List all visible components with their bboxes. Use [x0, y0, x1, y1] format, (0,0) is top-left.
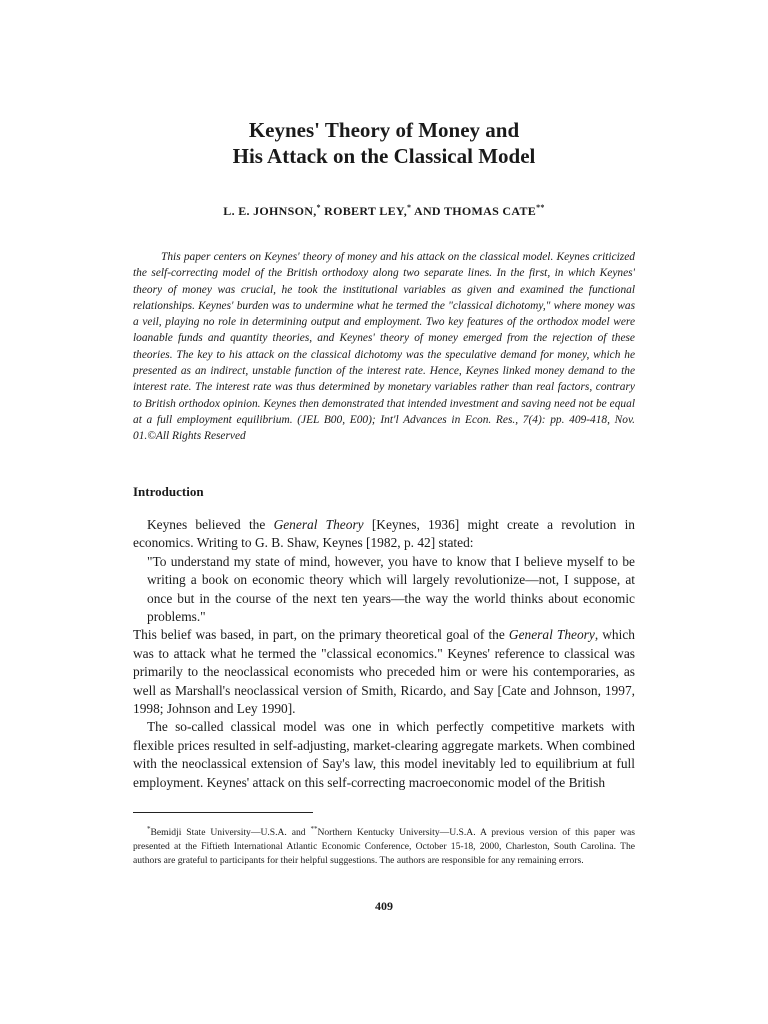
book-title: General Theory: [508, 627, 595, 643]
book-title: General Theory: [273, 517, 364, 532]
author-cate: AND THOMAS CATE: [411, 204, 537, 218]
paragraph: [133, 626, 635, 718]
title-line-2: His Attack on the Classical Model: [232, 144, 536, 168]
paragraph-text: [Keynes, 1936] might create a revolution in economics. Writing to G. B. Shaw, Keynes [1982, p. 42] stated:: [133, 517, 635, 551]
paragraph-text: , which was to attack what he termed the "classical economics." Keynes' reference to classical was primarily to the neoclassical economists who preceded him or were his contemporaries, as well as Marshall's neoclassical version of Smith, Ricardo, and Say [Cate and Johnson, 1997, 1998; Johnson and Ley 1990].: [133, 627, 635, 717]
author-list: [0, 204, 768, 219]
title-line-1: Keynes' Theory of Money and: [248, 118, 520, 142]
paragraph-text: This belief was based, in part, on the primary theoretical goal of the: [133, 627, 509, 643]
block-quote: "To understand my state of mind, however, you have to know that I believe myself to be writing a book on economic theory which will largely revolutionize—not, I suppose, at once but in the course of the next ten years—the way the world thinks about economic problems.": [147, 553, 635, 625]
section-heading-introduction: Introduction: [133, 484, 204, 499]
footnote-text: [133, 826, 635, 868]
affiliation-mark: *: [407, 203, 412, 212]
page-number: 409: [375, 899, 393, 913]
author-johnson: L. E. JOHNSON,: [223, 204, 317, 218]
footnote-affiliation: Northern Kentucky University—U.S.A. A previous version of this paper was presented at the Fiftieth International Atlantic Economic Conference, October 15-18, 2000, Charleston, South Carolina. The authors are grateful to participants for their helpful suggestions. The authors are responsible for any remaining errors.: [133, 827, 635, 866]
footnote-mark: *: [147, 824, 151, 833]
paragraph-text: Keynes believed the: [147, 517, 274, 532]
body-text: [133, 516, 635, 792]
affiliation-mark: *: [316, 203, 321, 212]
abstract-text: This paper centers on Keynes' theory of money and his attack on the classical model. Keynes criticized the self-correcting model of the British orthodoxy along two separate lines. In the first, in which Keynes' theory of money was crucial, he took the institutional variables as given and examined the functional relationships. Keynes' burden was to undermine what he termed the "classical dichotomy," where money was a veil, playing no role in determining output and employment. Two key features of the orthodox model were loanable funds and quantity theories, and Keynes' theory of money emerged from the rejection of these theories. The key to his attack on the classical dichotomy was the speculative demand for money, which he presented as an indirect, unstable function of the interest rate. Hence, Keynes linked money demand to the interest rate. The interest rate was thus determined by monetary variables rather than real factors, contrary to British orthodox opinion. Keynes then demonstrated that intended investment and saving need not be equal at a full employment equilibrium. (JEL B00, E00); Int'l Advances in Econ. Res., 7(4): pp. 409-418, Nov. 01.©All Rights Reserved: [133, 251, 635, 443]
footnote-mark: **: [310, 824, 318, 833]
footnote-affiliation: Bemidji State University—U.S.A. and: [150, 827, 311, 838]
author-ley: ROBERT LEY,: [320, 204, 408, 218]
paragraph: [133, 516, 635, 553]
paper-title: [0, 117, 768, 169]
footnote: [133, 826, 635, 868]
affiliation-mark: **: [536, 203, 545, 212]
abstract: [133, 249, 635, 445]
paragraph: The so-called classical model was one in which perfectly competitive markets with flexible prices resulted in self-adjusting, market-clearing aggregate markets. When combined with the neoclassical extension of Say's law, this model inevitably led to equilibrium at full employment. Keynes' attack on this self-correcting macroeconomic model of the British: [133, 719, 635, 790]
footnote-divider: [133, 812, 313, 813]
